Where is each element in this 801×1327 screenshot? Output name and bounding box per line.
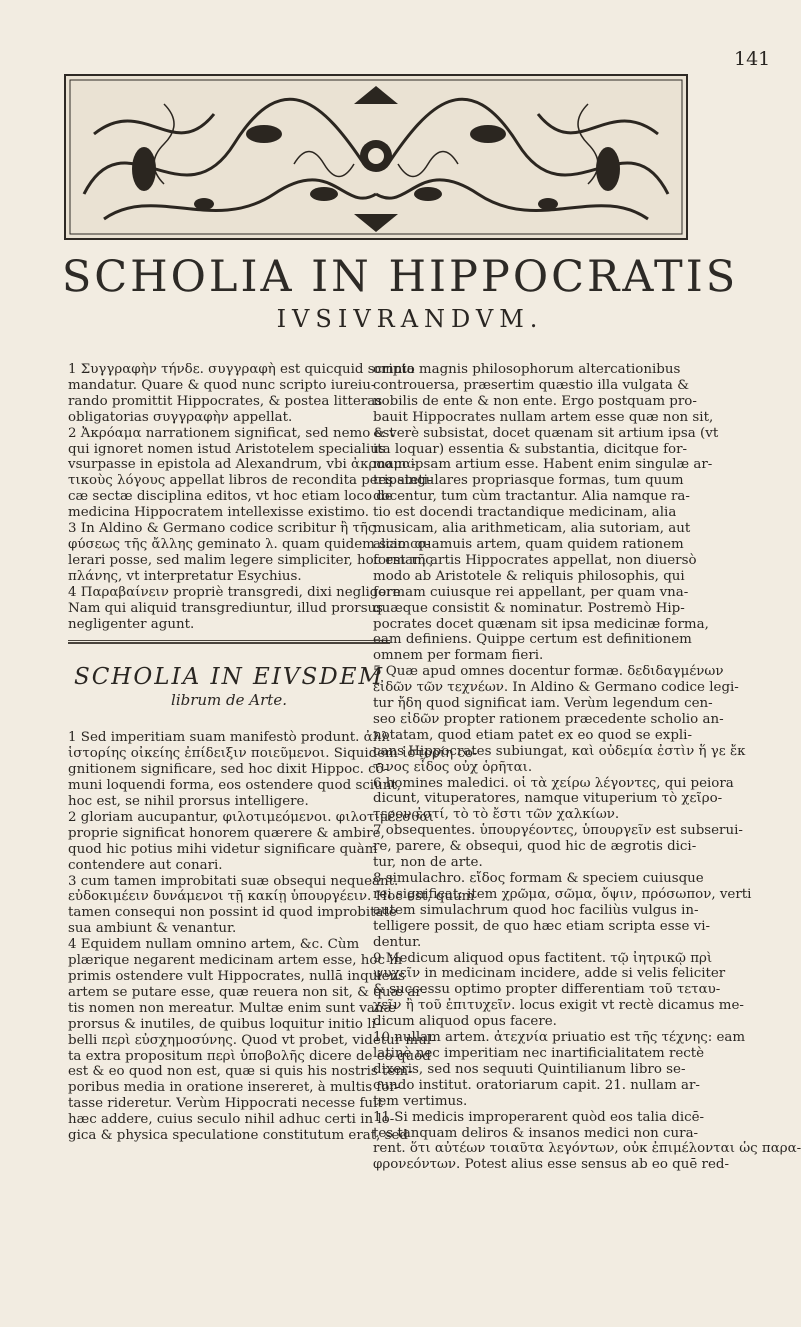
text-line: 4 Παραβαίνειν propriè transgredi, dixi negligere. bbox=[68, 584, 405, 600]
text-line: τερον ἐστί, τὸ τὸ ἔστι τῶν χαλκίων. bbox=[373, 807, 620, 823]
subtitle: IVSIVRANDVM. bbox=[276, 305, 544, 333]
text-line: bauit Hippocrates nullam artem esse quæ non sit, bbox=[373, 409, 714, 425]
text-line: 10 nullam artem. ἀτεχνία priuatio est τῆς τέχνης: eam bbox=[373, 1030, 746, 1046]
text-line: mam ipsam artium esse. Habent enim singulæ ar- bbox=[373, 457, 713, 473]
text-line: proprie significat honorem quærere & ambire, bbox=[68, 825, 385, 841]
text-line: εὐδοκιμέειν δυνάμενοι τῇ κακίῃ ὑπουργέειν. Hoc est, quum bbox=[68, 889, 475, 905]
text-line: tur, non de arte. bbox=[373, 855, 483, 871]
decorative-headpiece bbox=[64, 74, 688, 240]
text-line: omnem per formam fieri. bbox=[373, 648, 544, 664]
text-line: χεῖν ἢ τοῦ ἐπιτυχεῖν. locus exigit vt rectè dicamus me- bbox=[373, 998, 744, 1014]
text-line: notatam, quod etiam patet ex eo quod se expli- bbox=[373, 727, 692, 743]
text-line: dentur. bbox=[373, 934, 422, 950]
right-text bbox=[373, 362, 801, 1173]
text-line: negligenter agunt. bbox=[68, 616, 195, 632]
text-line: belli περὶ εὐσχημοσύνης. Quod vt probet, videtur mul- bbox=[68, 1032, 436, 1048]
text-line: 2 Ἀκρόαμα narrationem significat, sed nemo est bbox=[68, 425, 395, 441]
text-line: latinè nec imperitiam nec inartificialitatem rectè bbox=[373, 1045, 705, 1061]
text-line: rando promittit Hippocrates, & postea litteras bbox=[68, 393, 383, 409]
text-line: dicunt, vituperatores, namque vituperium τὸ χεῖρο- bbox=[373, 791, 723, 807]
text-line: poribus media in oratione insereret, à multis for- bbox=[68, 1080, 401, 1096]
text-line: modo ab Aristotele & reliquis philosophis, qui bbox=[373, 568, 685, 584]
text-line: gnitionem significare, sed hoc dixit Hippoc. cō- bbox=[68, 762, 389, 778]
text-line: obligatorias συγγραφὴν appellat. bbox=[68, 409, 293, 425]
text-line: re, parere, & obsequi, quod hic de ægrotis dici- bbox=[373, 839, 697, 855]
text-line: formam artis Hippocrates appellat, non diuersò bbox=[373, 552, 697, 568]
section-subtitle: librum de Arte. bbox=[171, 691, 287, 710]
text-line: cundo institut. oratoriarum capit. 21. nullam ar- bbox=[373, 1077, 700, 1093]
main-title: SCHOLIA IN HIPPOCRATIS bbox=[61, 252, 739, 302]
text-line: artem se putare esse, quæ reuera non sit, & quæ ar- bbox=[68, 984, 427, 1000]
text-line: 1 Συγγραφὴν τήνδε. συγγραφὴ est quicquid scripto bbox=[68, 362, 415, 377]
text-line: mandatur. Quare & quod nunc scripto iureiu- bbox=[68, 377, 376, 393]
text-line: hoc est, se nihil prorsus intelligere. bbox=[68, 794, 309, 810]
text-line: eam definiens. Quippe certum est definitionem bbox=[373, 632, 692, 648]
text-line: quæque consistit & nominatur. Postremò Hip- bbox=[373, 600, 685, 616]
text-line: tis nomen non mereatur. Multæ enim sunt vanæ bbox=[68, 1000, 397, 1016]
text-line: musicam, alia arithmeticam, alia sutoriam, aut bbox=[373, 521, 691, 537]
right-column bbox=[373, 362, 801, 1173]
text-line: rei significat: item χρῶμα, σῶμα, ὄψιν, πρόσωπον, verti bbox=[373, 886, 752, 902]
text-line: contendere aut conari. bbox=[68, 857, 223, 873]
text-line: 6 homines maledici. οἱ τὰ χείρω λέγοντες, qui peiora bbox=[373, 775, 734, 791]
text-line: & successu optimo propter differentiam τοῦ τεταυ- bbox=[373, 982, 721, 998]
text-line: τικοὺς λόγους appellat libros de recondita peripateti- bbox=[68, 473, 433, 489]
text-line: 7 obsequentes. ὑπουργέοντες, ὑπουργεῖν est subserui- bbox=[373, 823, 743, 839]
text-line: medicina Hippocratem intellexisse existimo. bbox=[68, 505, 369, 521]
text-line: εἰδῶν τῶν τεχνέων. In Aldino & Germano codice legi- bbox=[373, 680, 739, 696]
text-line: ψυχεῖν in medicinam incidere, adde si velis feliciter bbox=[373, 966, 726, 982]
text-line: dicum aliquod opus facere. bbox=[373, 1014, 557, 1030]
divider bbox=[68, 640, 390, 641]
text-line: tamen consequi non possint id quod improbitate bbox=[68, 905, 397, 921]
text-line: πλάνης, vt interpretatur Esychius. bbox=[68, 568, 302, 584]
text-line: φύσεως τῆς ἄλλης geminato λ. quam quidem scio co- bbox=[68, 536, 431, 552]
scholia-section-1 bbox=[68, 362, 433, 632]
text-line: cans Hippocrates subiungat, καὶ οὐδεμία ἐστὶν ἥ γε ἔκ bbox=[373, 743, 746, 759]
text-line: sua ambiunt & venantur. bbox=[68, 921, 237, 937]
text-line: plærique negarent medicinam artem esse, hoc in bbox=[68, 953, 403, 969]
text-line: hæc addere, cuius seculo nihil adhuc certi in lo- bbox=[68, 1112, 395, 1128]
text-line: autem simulachrum quod hoc faciliùs vulgus in- bbox=[373, 902, 699, 918]
text-line: lerari posse, sed malim legere simpliciter, hoc est τῆς bbox=[68, 552, 433, 568]
text-line: 3 cum tamen improbitati suæ obsequi nequeant. bbox=[68, 873, 399, 889]
text-line: docentur, tum cùm tractantur. Alia namque ra- bbox=[373, 489, 690, 505]
text-line: dixeris, sed nos sequuti Quintilianum libro se- bbox=[373, 1061, 686, 1077]
text-line: ita loquar) essentia & substantia, dicitque for- bbox=[373, 441, 688, 457]
text-line: 11 Si medicis improperarent quòd eos talia dicē- bbox=[373, 1109, 705, 1125]
section-title: SCHOLIA IN EIVSDEM bbox=[73, 664, 385, 691]
text-line: tes tanquam deliros & insanos medici non cura- bbox=[373, 1125, 699, 1141]
text-line: gica & physica speculatione constitutum erat, sed bbox=[68, 1128, 408, 1144]
text-line: Nam qui aliquid transgrediuntur, illud prorsus bbox=[68, 600, 384, 616]
text-line: 2 gloriam aucupantur, φιλοτιμεόμενοι. φιλοτιμέεσθαι bbox=[68, 809, 434, 825]
text-line: 9 Medicum aliquod opus factitent. τῷ ἰητρικῷ πρὶ bbox=[373, 950, 713, 966]
text-line: tem vertimus. bbox=[373, 1093, 468, 1109]
text-line: & verè subsistat, docet quænam sit artium ipsa (vt bbox=[373, 425, 719, 441]
text-line: qui ignoret nomen istud Aristotelem specialius bbox=[68, 441, 386, 457]
text-line: 3 In Aldino & Germano codice scribitur ἢ τῆς bbox=[68, 521, 376, 537]
divider bbox=[68, 642, 390, 644]
text-line: omnia magnis philosophorum altercationibus bbox=[373, 362, 681, 377]
text-line: pocrates docet quænam sit ipsa medicinæ forma, bbox=[373, 616, 709, 632]
text-line: ta extra propositum περὶ ὑποβολῆς dicere de eo quod bbox=[68, 1048, 431, 1064]
text-line: prorsus & inutiles, de quibus loquitur initio li- bbox=[68, 1016, 381, 1032]
text-line: ἱστορίης οἰκείης ἐπίδειξιν ποιεῦμενοι. Siquidem ἱστορίη co- bbox=[68, 746, 478, 762]
text-line: nobilis de ente & non ente. Ergo postquam pro- bbox=[373, 393, 697, 409]
text-line: 1 Sed imperitiam suam manifestò produnt. ἀλλ' bbox=[68, 730, 394, 746]
text-line: controuersa, præsertim quæstio illa vulgata & bbox=[373, 377, 690, 393]
text-line: quod hic potius mihi videtur significare quàm bbox=[68, 841, 378, 857]
text-line: τινος εἶδος οὐχ ὁρῆται. bbox=[373, 759, 533, 775]
text-line: primis ostendere vult Hippocrates, nullā inquiens bbox=[68, 969, 406, 984]
text-line: tes singulares propriasque formas, tum quum bbox=[373, 473, 684, 489]
text-line: est & eo quod non est, quæ si quis his nostris tem- bbox=[68, 1064, 413, 1080]
text-line: φρονεόντων. Potest alius esse sensus ab eo quē red- bbox=[373, 1157, 729, 1173]
text-line: telligere possit, de quo hæc etiam scripta esse vi- bbox=[373, 918, 711, 934]
text-line: 4 Equidem nullam omnino artem, &c. Cùm bbox=[68, 937, 360, 953]
text-line: cæ sectæ disciplina editos, vt hoc etiam loco de bbox=[68, 489, 393, 505]
text-line: tasse rideretur. Verùm Hippocrati necesse fuit bbox=[68, 1096, 383, 1112]
text-line: rent. ὅτι αὐτέων τοιαῦτα λεγόντων, οὐκ ἐπιμέλονται ὡς παρα- bbox=[373, 1141, 801, 1157]
page-number: 141 bbox=[734, 48, 771, 70]
text-line: aliam quamuis artem, quam quidem rationem bbox=[373, 536, 684, 552]
text-line: 5 Quæ apud omnes docentur formæ. δεδιδαγμένων bbox=[373, 664, 724, 680]
text-line: tio est docendi tractandique medicinam, alia bbox=[373, 505, 677, 521]
text-line: muni loquendi forma, eos ostendere quod sciunt, bbox=[68, 778, 401, 794]
text-line: tur ἤδη quod significat iam. Verùm legendum cen- bbox=[373, 696, 713, 712]
text-line: 8 simulachro. εἴδος formam & speciem cuiusque bbox=[373, 871, 704, 886]
text-line: seo εἰδῶν propter rationem præcedente scholio an- bbox=[373, 711, 724, 727]
text-line: vsurpasse in epistola ad Alexandrum, vbi ἀκροαμα- bbox=[68, 457, 416, 473]
text-line: formam cuiusque rei appellant, per quam vna- bbox=[373, 584, 689, 600]
